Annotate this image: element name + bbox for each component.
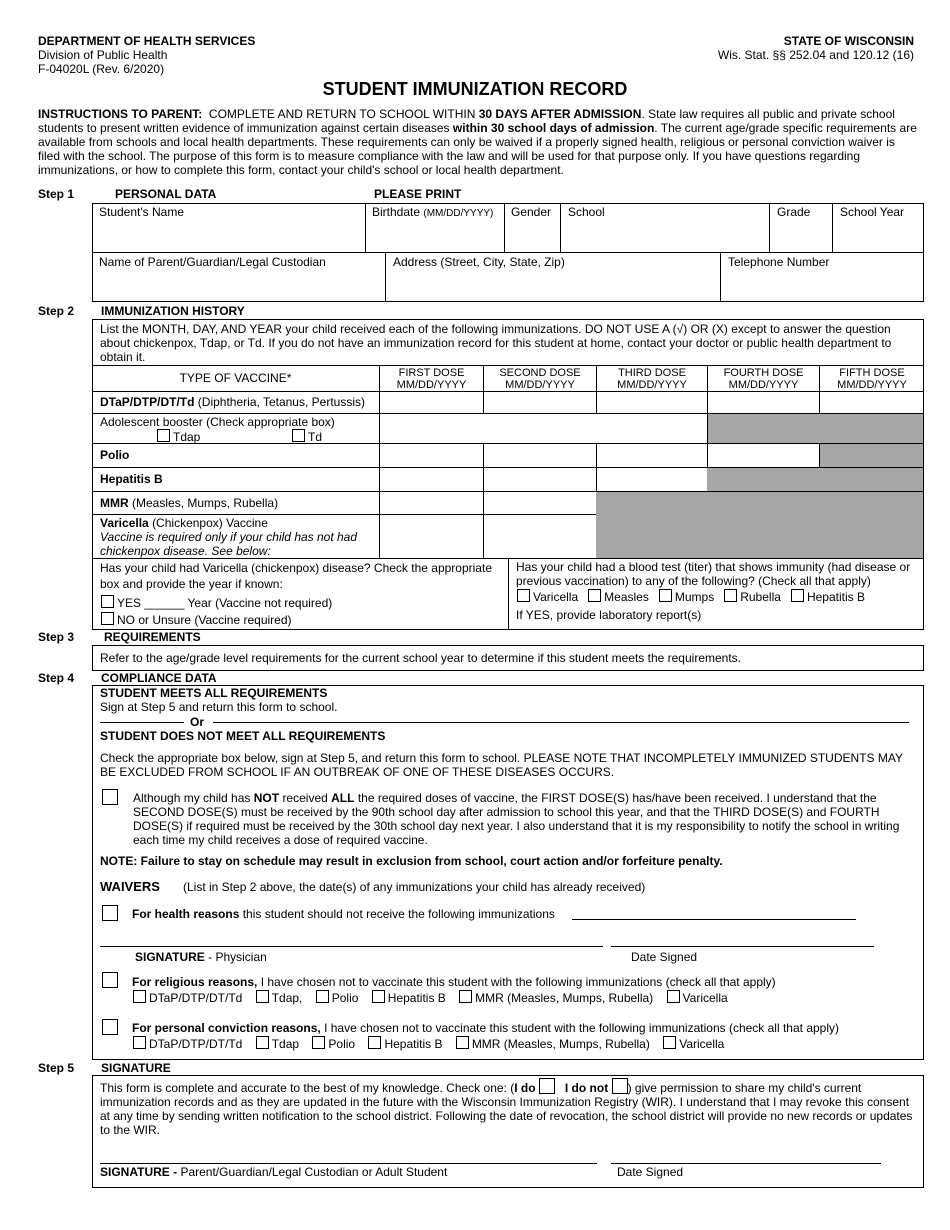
- physician-date-label: Date Signed: [631, 950, 698, 964]
- parent-name-field[interactable]: Name of Parent/Guardian/Legal Custodian: [99, 255, 326, 269]
- waivers-sub: (List in Step 2 above, the date(s) of any immunizations your child has already received): [183, 880, 646, 894]
- personal-dtap-checkbox[interactable]: [133, 1036, 146, 1049]
- school-field[interactable]: School: [568, 205, 605, 219]
- step3-label: Step 3: [38, 630, 75, 644]
- vaccine-type-header: TYPE OF VACCINE*: [179, 371, 292, 385]
- step5-label: Step 5: [38, 1061, 75, 1075]
- page-title: STUDENT IMMUNIZATION RECORD: [322, 79, 628, 99]
- instructions: INSTRUCTIONS TO PARENT: COMPLETE AND RETURN TO SCHOOL WITHIN 30 DAYS AFTER ADMISSION. State law requires all public and private school students to present written evidence of immunization against certain diseases within 30 school days of admission. The current age/grade specific requirements are available from schools and local health departments. These requirements can only be waived if a properly signed health, religious or personal conviction waiver is filed with the school. The purpose of this form is to measure compliance with the law and will be used for that purpose only. If you have questions regarding immunizations, or how to complete this form, contact your child's school or local health department.: [38, 107, 917, 177]
- personal-data-heading: PERSONAL DATA: [115, 187, 217, 201]
- fourth-dose-header: FOURTH DOSE MM/DD/YYYY: [723, 367, 804, 391]
- address-field[interactable]: Address (Street, City, State, Zip): [393, 255, 565, 269]
- religious-varicella-checkbox[interactable]: [667, 990, 680, 1003]
- meets-requirements: STUDENT MEETS ALL REQUIREMENTS: [100, 686, 328, 700]
- or-divider: Or: [190, 715, 205, 729]
- telephone-field[interactable]: Telephone Number: [728, 255, 830, 269]
- immunization-history-heading: IMMUNIZATION HISTORY: [101, 304, 245, 318]
- parent-signature-line[interactable]: [100, 1163, 597, 1164]
- birthdate-field[interactable]: Birthdate (MM/DD/YYYY): [372, 205, 494, 219]
- waivers-heading: WAIVERS: [100, 879, 160, 894]
- tdap-checkbox[interactable]: [157, 429, 170, 442]
- religious-polio-checkbox[interactable]: [316, 990, 329, 1003]
- dept-name: DEPARTMENT OF HEALTH SERVICES: [38, 34, 256, 48]
- second-dose-header: SECOND DOSE MM/DD/YYYY: [499, 367, 581, 391]
- titer-mumps-checkbox[interactable]: [659, 589, 672, 602]
- chickenpox-question: Has your child had Varicella (chickenpox) disease? Check the appropriate box and provide the year if known:: [100, 561, 492, 591]
- titer-question: Has your child had a blood test (titer) that shows immunity (had disease or previous vaccination) to any of the following? (Check all that apply): [516, 560, 911, 588]
- step2-label: Step 2: [38, 304, 75, 318]
- partial-doses-checkbox[interactable]: [102, 789, 118, 808]
- varicella-note: Vaccine is required only if your child has not had chickenpox disease. See below:: [100, 530, 358, 558]
- personal-waiver-text: For personal conviction reasons, I have chosen not to vaccinate this student with the following immunizations (check all that apply): [132, 1021, 840, 1035]
- chickenpox-yes-option[interactable]: YES ______ Year (Vaccine not required): [101, 595, 332, 610]
- parent-signature-label: SIGNATURE - Parent/Guardian/Legal Custodian or Adult Student: [100, 1165, 448, 1179]
- titer-lab-note: If YES, provide laboratory report(s): [516, 608, 702, 622]
- signature-heading: SIGNATURE: [101, 1061, 171, 1075]
- religious-mmr-checkbox[interactable]: [459, 990, 472, 1003]
- parent-date-label: Date Signed: [617, 1165, 684, 1179]
- form-number: F-04020L (Rev. 6/2020): [38, 62, 165, 76]
- schedule-note: NOTE: Failure to stay on schedule may result in exclusion from school, court action and/or forfeiture penalty.: [100, 854, 723, 868]
- personal-options[interactable]: DTaP/DTP/DT/Td Tdap Polio Hepatitis B MMR (Measles, Mumps, Rubella) Varicella: [133, 1036, 724, 1051]
- religious-tdap-checkbox[interactable]: [256, 990, 269, 1003]
- booster-td-option[interactable]: Td: [292, 429, 322, 444]
- personal-polio-checkbox[interactable]: [312, 1036, 325, 1049]
- religious-options[interactable]: DTaP/DTP/DT/Td Tdap, Polio Hepatitis B MMR (Measles, Mumps, Rubella) Varicella: [133, 990, 728, 1005]
- titer-varicella-checkbox[interactable]: [517, 589, 530, 602]
- no-checkbox[interactable]: [101, 612, 114, 625]
- i-do-not-checkbox[interactable]: [612, 1078, 628, 1094]
- student-name-field[interactable]: Student's Name: [99, 205, 185, 219]
- booster-tdap-option[interactable]: Tdap: [157, 429, 200, 444]
- physician-signature-label: SIGNATURE - Physician: [135, 950, 267, 964]
- requirements-text: Refer to the age/grade level requirements for the current school year to determine if this student meets the requirements.: [100, 651, 741, 665]
- health-waiver-text: For health reasons this student should not receive the following immunizations: [132, 907, 555, 921]
- grade-field[interactable]: Grade: [777, 205, 811, 219]
- dtap-row-label: DTaP/DTP/DT/Td (Diphtheria, Tetanus, Pertussis): [100, 395, 365, 409]
- religious-dtap-checkbox[interactable]: [133, 990, 146, 1003]
- chickenpox-no-option[interactable]: NO or Unsure (Vaccine required): [101, 612, 292, 627]
- personal-hepb-checkbox[interactable]: [368, 1036, 381, 1049]
- third-dose-header: THIRD DOSE MM/DD/YYYY: [617, 367, 687, 391]
- partial-doses-text: Although my child has NOT received ALL the required doses of vaccine, the FIRST DOSE(S) has/have been received. I understand that the SECOND DOSE(S) must be received by the 90th school day after admission to school this year, and that the THIRD DOSE(S) and FOURTH DOSE(S) if required must be received by the 30th school day next year. I also understand that it is my responsibility to notify the school in writing each time my child receives a dose of required vaccine.: [133, 791, 900, 847]
- booster-row-label: Adolescent booster (Check appropriate box): [100, 415, 335, 429]
- division-name: Division of Public Health: [38, 48, 168, 62]
- school-year-field[interactable]: School Year: [840, 205, 905, 219]
- gender-field[interactable]: Gender: [511, 205, 552, 219]
- titer-hepb-checkbox[interactable]: [791, 589, 804, 602]
- hepb-row-label: Hepatitis B: [100, 472, 163, 486]
- personal-waiver-checkbox[interactable]: [102, 1019, 118, 1038]
- personal-varicella-checkbox[interactable]: [663, 1036, 676, 1049]
- titer-options[interactable]: Varicella Measles Mumps Rubella Hepatitis B: [517, 589, 865, 604]
- please-print: PLEASE PRINT: [374, 187, 462, 201]
- consent-text: This form is complete and accurate to the best of my knowledge. Check one: (I do I do not ) give permission to share my child's current immunization records and as they are updated in the future with the Wisconsin Immunization Registry (WIR). I understand that I may revoke this consent at any time by sending written notification to the school district. Following the date of revocation, the school district will provide no new records or updates to the WIR.: [100, 1078, 915, 1137]
- polio-row-label: Polio: [100, 448, 130, 462]
- check-instructions: Check the appropriate box below, sign at Step 5, and return this form to school. PLEASE NOTE THAT INCOMPLETELY IMMUNIZED STUDENTS MAY BE EXCLUDED FROM SCHOOL IF AN OUTBREAK OF ONE OF THESE DISEASES OCCURS.: [100, 751, 903, 779]
- td-checkbox[interactable]: [292, 429, 305, 442]
- varicella-row-label: Varicella (Chickenpox) Vaccine: [100, 516, 268, 530]
- meets-sub: Sign at Step 5 and return this form to school.: [100, 700, 338, 714]
- not-meets-requirements: STUDENT DOES NOT MEET ALL REQUIREMENTS: [100, 729, 386, 743]
- statute: Wis. Stat. §§ 252.04 and 120.12 (16): [717, 48, 914, 62]
- physician-signature-line[interactable]: [100, 946, 603, 947]
- religious-waiver-checkbox[interactable]: [102, 972, 118, 991]
- immunization-intro: List the MONTH, DAY, AND YEAR your child received each of the following immunizations. DO NOT USE A (√) OR (X) except to answer the question about chickenpox, Tdap, or Td. If you do not have an immunization record for this student at home, contact your doctor or public health department to obtain it.: [100, 322, 892, 364]
- parent-date-line[interactable]: [611, 1163, 881, 1164]
- religious-hepb-checkbox[interactable]: [372, 990, 385, 1003]
- titer-rubella-checkbox[interactable]: [724, 589, 737, 602]
- step1-label: Step 1: [38, 187, 75, 201]
- personal-mmr-checkbox[interactable]: [456, 1036, 469, 1049]
- physician-date-line[interactable]: [611, 946, 874, 947]
- first-dose-header: FIRST DOSE MM/DD/YYYY: [396, 367, 467, 391]
- yes-checkbox[interactable]: [101, 595, 114, 608]
- health-immunizations-line[interactable]: [572, 919, 856, 920]
- religious-waiver-text: For religious reasons, I have chosen not to vaccinate this student with the following immunizations (check all that apply): [132, 975, 776, 989]
- health-waiver-checkbox[interactable]: [102, 905, 118, 924]
- titer-measles-checkbox[interactable]: [588, 589, 601, 602]
- fifth-dose-header: FIFTH DOSE MM/DD/YYYY: [837, 367, 907, 391]
- step4-label: Step 4: [38, 671, 75, 685]
- state-name: STATE OF WISCONSIN: [783, 34, 914, 48]
- compliance-heading: COMPLIANCE DATA: [101, 671, 217, 685]
- i-do-checkbox[interactable]: [539, 1078, 555, 1094]
- mmr-row-label: MMR (Measles, Mumps, Rubella): [100, 496, 279, 510]
- requirements-heading: REQUIREMENTS: [104, 630, 201, 644]
- personal-tdap-checkbox[interactable]: [256, 1036, 269, 1049]
